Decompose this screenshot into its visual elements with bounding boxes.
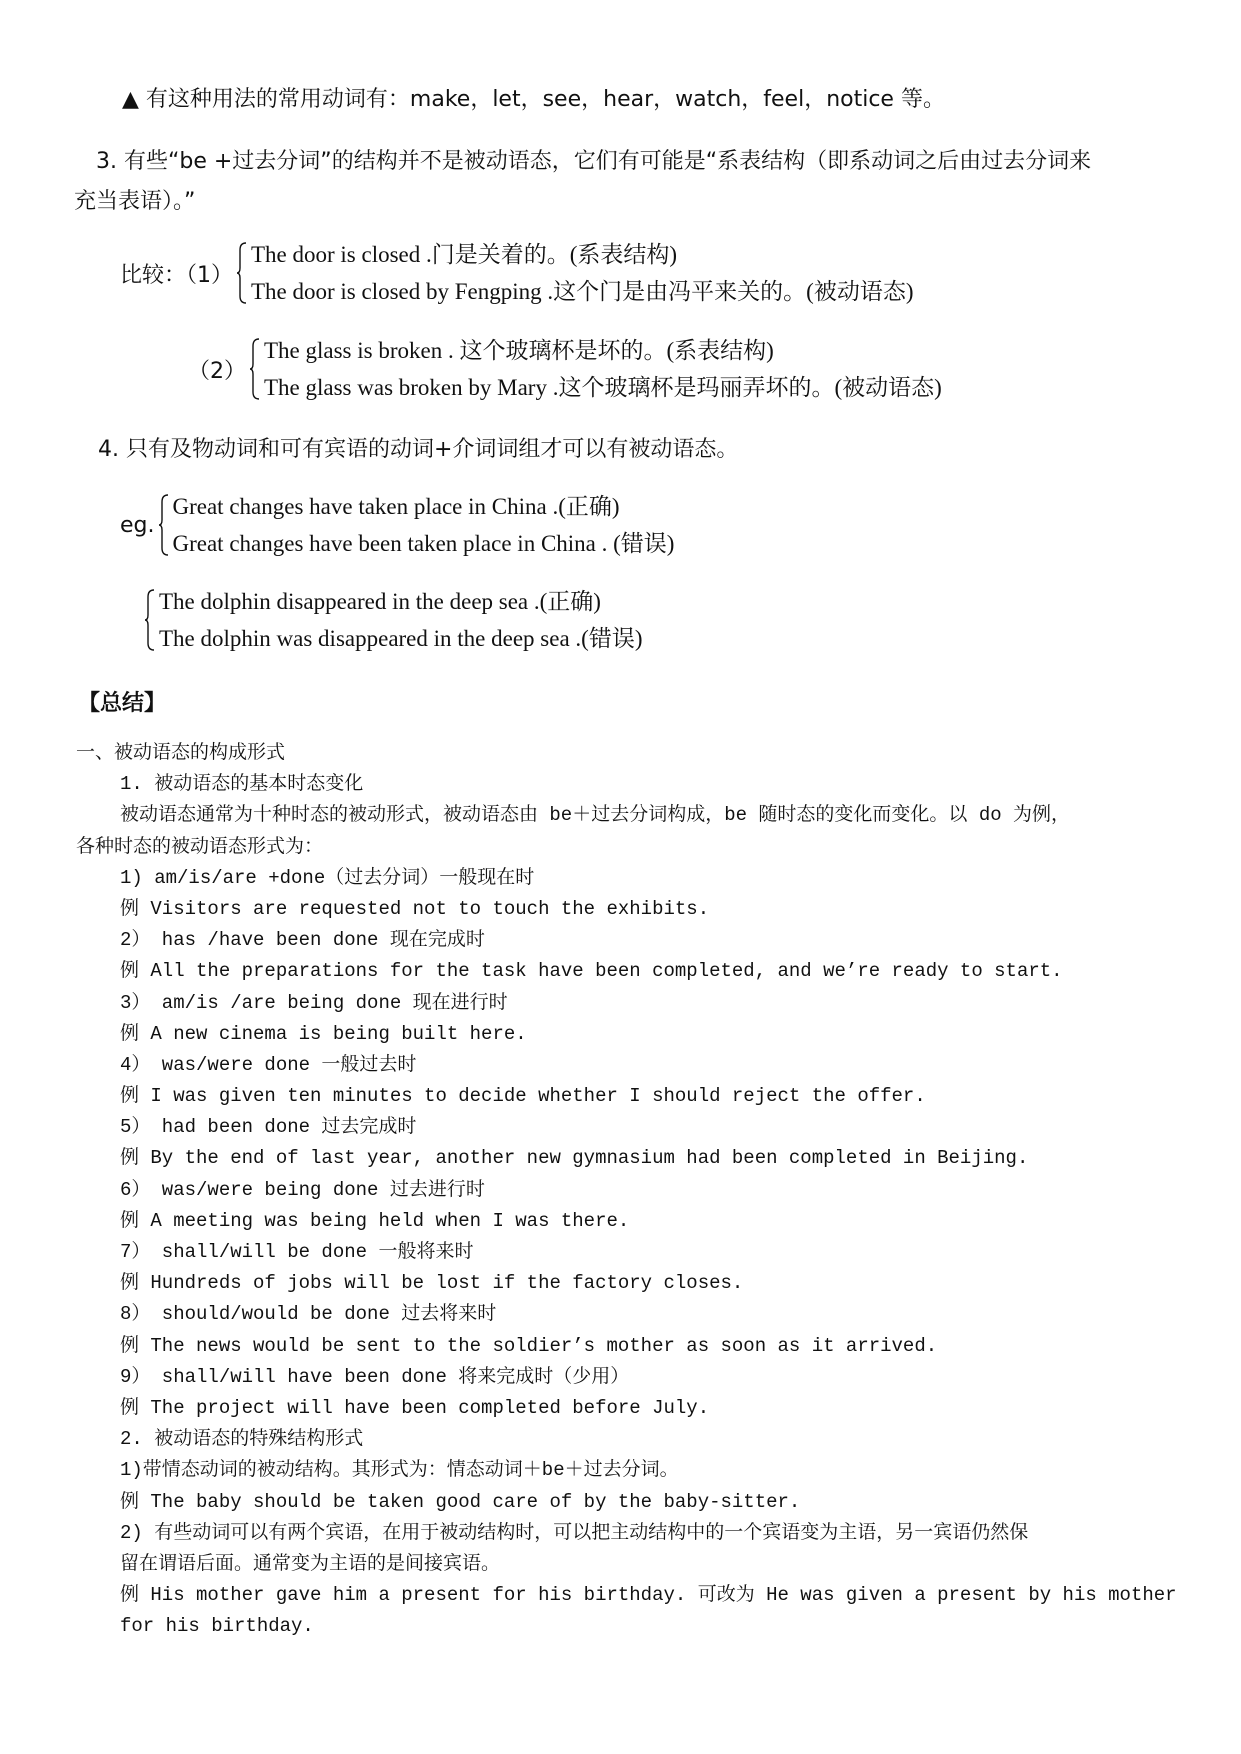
brace-icon [159,494,169,556]
point-3-line-2: 充当表语）。” [74,189,196,214]
tense-form: 9） shall/will have been done 将来完成时（少用） [120,1365,630,1388]
summary-body [76,738,1186,1642]
paragraph-line: 2) 有些动词可以有两个宾语，在用于被动结构时，可以把主动结构中的一个宾语变为主语，另一宾语仍然保 [120,1521,1029,1544]
example-2-line-1: The dolphin disappeared in the deep sea .(正确) [159,589,601,614]
subsection-heading: 2. 被动语态的特殊结构形式 [120,1428,364,1451]
example-2-line-2: The dolphin was disappeared in the deep sea .(错误) [159,626,643,651]
paragraph-line: 各种时态的被动语态形式为： [76,835,324,858]
verb-list-note: ▲ 有这种用法的常用动词有：make，let，see，hear，watch，feel，notice 等。 [122,87,945,112]
example-sentence: 例 I was given ten minutes to decide whether I should reject the offer. [120,1085,926,1108]
brace-icon [237,242,247,304]
example-sentence: 例 The baby should be taken good care of by the baby-sitter. [120,1490,801,1513]
example-sentence: 例 His mother gave him a present for his birthday. 可改为 He was given a present by his mother [120,1584,1177,1607]
paragraph-line: 留在谓语后面。通常变为主语的是间接宾语。 [120,1552,501,1575]
tense-form: 8） should/would be done 过去将来时 [120,1303,497,1326]
comparison-2-line-1: The glass is broken . 这个玻璃杯是坏的。(系表结构) [264,338,774,363]
paragraph-line: 被动语态通常为十种时态的被动形式，被动语态由 be＋过去分词构成，be 随时态的变化而变化。以 do 为例， [120,804,1071,827]
comparison-1-label: 比较：（1） [120,262,233,288]
example-label: eg. [120,512,155,538]
example-1-line-1: Great changes have taken place in China .(正确) [172,494,620,519]
example-2 [145,583,642,657]
tense-form: 2） has /have been done 现在完成时 [120,929,485,952]
example-1 [120,488,674,562]
tense-form: 3） am/is /are being done 现在进行时 [120,991,508,1014]
comparison-2-line-2: The glass was broken by Mary .这个玻璃杯是玛丽弄坏的。(被动语态) [264,375,942,400]
example-sentence: 例 By the end of last year, another new gymnasium had been completed in Beijing. [120,1147,1029,1170]
tense-form: 7） shall/will be done 一般将来时 [120,1241,474,1263]
example-sentence: 例 The project will have been completed before July. [120,1396,710,1419]
summary-title: 【总结】 [78,691,167,716]
tense-form: 4） was/were done 一般过去时 [120,1053,417,1076]
example-sentence: 例 All the preparations for the task have been completed, and we’re ready to start. [120,960,1063,983]
section-heading: 一、被动语态的构成形式 [76,742,286,764]
example-sentence: 例 The news would be sent to the soldier’s mother as soon as it arrived. [120,1334,938,1357]
example-sentence: 例 Visitors are requested not to touch the exhibits. [120,897,710,920]
paragraph-line: 1)带情态动词的被动结构。其形式为：情态动词＋be＋过去分词。 [120,1459,679,1482]
comparison-1 [120,236,913,310]
tense-form: 5） had been done 过去完成时 [120,1116,417,1139]
example-1-line-2: Great changes have been taken place in China . (错误) [172,531,675,556]
example-sentence: 例 A new cinema is being built here. [120,1022,527,1045]
subsection-heading: 1. 被动语态的基本时态变化 [120,773,364,796]
point-3-line-1: 3. 有些“be +过去分词”的结构并不是被动语态，它们有可能是“系表结构（即系动词之后由过去分词来 [96,149,1092,174]
example-sentence: for his birthday. [120,1615,314,1638]
tense-form: 1) am/is/are +done（过去分词）一般现在时 [120,866,535,889]
brace-icon [145,589,155,651]
point-3-paragraph [74,142,1176,222]
tense-form: 6） was/were being done 过去进行时 [120,1178,485,1201]
comparison-2-label: （2） [188,358,246,384]
comparison-1-line-2: The door is closed by Fengping .这个门是由冯平来关的。(被动语态) [251,279,914,304]
brace-icon [250,338,260,400]
example-sentence: 例 Hundreds of jobs will be lost if the factory closes. [120,1272,744,1295]
comparison-2 [188,332,942,406]
point-4-heading: 4. 只有及物动词和可有宾语的动词+介词词组才可以有被动语态。 [98,437,739,462]
comparison-1-line-1: The door is closed .门是关着的。(系表结构) [251,242,678,267]
example-sentence: 例 A meeting was being held when I was there. [120,1209,630,1232]
